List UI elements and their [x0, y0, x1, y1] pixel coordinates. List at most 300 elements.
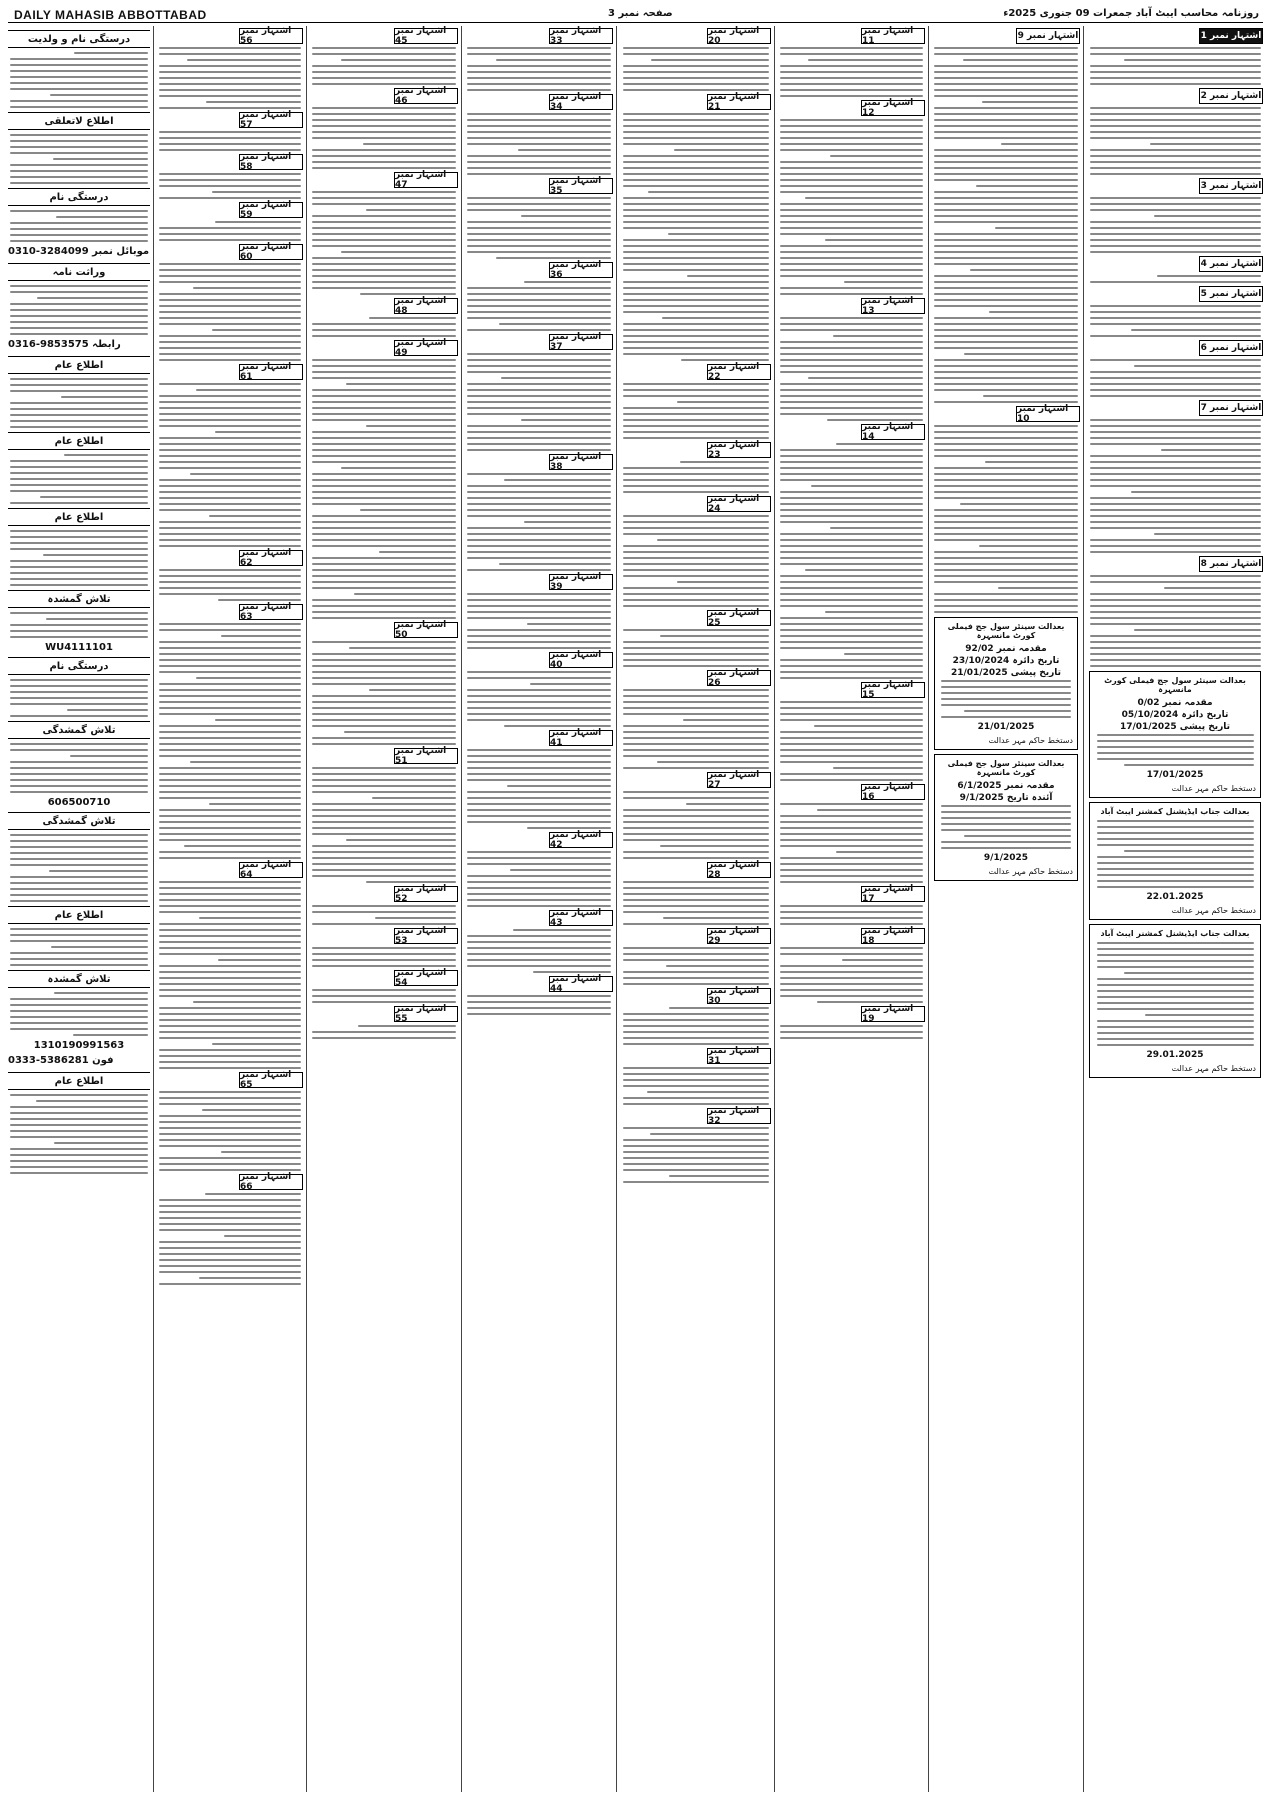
- ad-number: اشتہار نمبر 29: [707, 928, 771, 944]
- text-line: [10, 584, 148, 586]
- ad-heading: [157, 152, 303, 172]
- ad-number: اشتہار نمبر 38: [549, 454, 613, 470]
- text-line: [780, 383, 923, 385]
- ad-number: اشتہار نمبر 41: [549, 730, 613, 746]
- ad-block: [465, 332, 613, 451]
- text-line: [10, 58, 148, 60]
- text-line: [623, 953, 769, 955]
- text-line: [159, 269, 301, 271]
- text-line: [1090, 425, 1261, 427]
- text-line: [312, 1037, 456, 1039]
- text-line: [467, 407, 611, 409]
- text-line: [312, 515, 456, 517]
- text-line: [934, 485, 1078, 487]
- text-line: [970, 269, 1078, 271]
- text-line: [10, 785, 148, 787]
- text-line: [1090, 515, 1261, 517]
- ad-number: اشتہار نمبر 20: [707, 28, 771, 44]
- text-line: [341, 251, 456, 253]
- text-line: [467, 209, 611, 211]
- text-line: [623, 53, 769, 55]
- text-line: [467, 131, 611, 133]
- text-line: [159, 947, 301, 949]
- text-line: [467, 701, 611, 703]
- text-line: [312, 791, 456, 793]
- ad-heading: [620, 362, 771, 382]
- text-line: [1090, 335, 1261, 337]
- text-line: [524, 281, 611, 283]
- text-line: [467, 761, 611, 763]
- text-line: [312, 605, 456, 607]
- text-line: [780, 701, 923, 703]
- text-line: [964, 353, 1078, 355]
- text-line: [312, 911, 456, 913]
- text-line: [37, 297, 148, 299]
- ad-number: اشتہار نمبر 32: [707, 1108, 771, 1124]
- text-line: [780, 911, 923, 913]
- text-line: [623, 485, 769, 487]
- text-line: [623, 1025, 769, 1027]
- text-line: [623, 137, 769, 139]
- text-line: [312, 767, 456, 769]
- ad-heading: [157, 548, 303, 568]
- text-line: [187, 59, 301, 61]
- text-line: [360, 293, 456, 295]
- text-line: [934, 443, 1078, 445]
- text-line: [780, 149, 923, 151]
- text-line: [623, 1043, 769, 1045]
- text-line: [934, 341, 1078, 343]
- ad-heading: [310, 620, 458, 640]
- text-line: [623, 293, 769, 295]
- text-line: [467, 239, 611, 241]
- text-line: [312, 995, 456, 997]
- text-line: [159, 53, 301, 55]
- text-line: [623, 257, 769, 259]
- text-line: [312, 149, 456, 151]
- text-line: [681, 359, 769, 361]
- text-line: [312, 389, 456, 391]
- text-line: [780, 251, 923, 253]
- text-line: [1097, 746, 1254, 748]
- text-line: [1097, 844, 1254, 846]
- text-line: [780, 317, 923, 319]
- text-line: [934, 257, 1078, 259]
- text-line: [467, 503, 611, 505]
- text-line: [159, 233, 301, 235]
- ad-block: [1087, 557, 1263, 667]
- notice-heading: تلاش گمشدہ: [8, 590, 150, 608]
- phone-number: 0310-3284099 موبائل نمبر: [8, 246, 150, 257]
- text-line: [817, 809, 923, 811]
- text-line: [159, 89, 301, 91]
- ad-block: [310, 170, 458, 295]
- text-line: [159, 1205, 301, 1207]
- text-line: [825, 239, 923, 241]
- text-line: [623, 959, 769, 961]
- text-line: [1090, 203, 1261, 205]
- court-notice: [1089, 671, 1261, 798]
- text-line: [312, 107, 456, 109]
- text-line: [1097, 820, 1254, 822]
- text-line: [467, 599, 611, 601]
- text-line: [10, 402, 148, 404]
- text-line: [312, 815, 456, 817]
- ad-block: [620, 770, 771, 859]
- text-line: [934, 221, 1078, 223]
- text-line: [10, 858, 148, 860]
- text-line: [623, 179, 769, 181]
- text-line: [312, 479, 456, 481]
- text-line: [623, 851, 769, 853]
- text-line: [159, 1247, 301, 1249]
- text-line: [159, 461, 301, 463]
- text-line: [934, 167, 1078, 169]
- text-line: [10, 1028, 148, 1030]
- text-line: [814, 725, 923, 727]
- text-line: [780, 647, 923, 649]
- text-line: [159, 809, 301, 811]
- text-line: [467, 473, 611, 475]
- text-line: [10, 1130, 148, 1132]
- text-line: [467, 995, 611, 997]
- text-line: [184, 845, 301, 847]
- text-line: [833, 767, 923, 769]
- text-line: [366, 881, 456, 883]
- text-line: [159, 701, 301, 703]
- text-line: [10, 1148, 148, 1150]
- text-line: [159, 545, 301, 547]
- text-line: [623, 47, 769, 49]
- ad-block: [157, 548, 303, 601]
- text-line: [10, 940, 148, 942]
- text-line: [10, 964, 148, 966]
- text-line: [1097, 832, 1254, 834]
- text-line: [934, 275, 1078, 277]
- text-line: [934, 509, 1078, 511]
- text-line: [1090, 47, 1261, 49]
- ad-heading: [157, 860, 303, 880]
- text-line: [623, 821, 769, 823]
- text-line: [780, 617, 923, 619]
- text-line: [209, 803, 301, 805]
- ad-number: اشتہار نمبر 6: [1199, 340, 1263, 356]
- court-signature: دستخط حاکم مہر عدالت: [1171, 1064, 1256, 1073]
- text-line: [159, 353, 301, 355]
- text-line: [312, 335, 456, 337]
- text-line: [467, 533, 611, 535]
- text-line: [10, 876, 148, 878]
- text-line: [780, 833, 923, 835]
- court-title: بعدالت سینئر سول جج فیملی کورٹ مانسہرہ: [1104, 676, 1246, 694]
- text-line: [467, 167, 611, 169]
- ad-block: [1087, 341, 1263, 397]
- text-line: [366, 209, 456, 211]
- text-line: [467, 221, 611, 223]
- ad-heading: [465, 908, 613, 928]
- column-divider: [1083, 26, 1084, 1792]
- text-line: [934, 107, 1078, 109]
- text-line: [623, 545, 769, 547]
- ad-number: اشتہار نمبر 48: [394, 298, 458, 314]
- text-line: [780, 923, 923, 925]
- text-line: [780, 245, 923, 247]
- text-line: [67, 709, 148, 711]
- ad-block: [620, 926, 771, 985]
- text-line: [159, 299, 301, 301]
- text-line: [467, 113, 611, 115]
- text-line: [159, 779, 301, 781]
- ad-heading: [1087, 29, 1263, 43]
- ad-block: [310, 884, 458, 925]
- ad-heading: [157, 362, 303, 382]
- text-line: [159, 923, 301, 925]
- text-line: [827, 419, 923, 421]
- text-line: [10, 934, 148, 936]
- text-line: [312, 125, 456, 127]
- text-line: [53, 158, 148, 160]
- text-line: [1134, 629, 1261, 631]
- text-line: [817, 1001, 923, 1003]
- text-line: [199, 917, 301, 919]
- text-line: [159, 1241, 301, 1243]
- text-line: [467, 821, 611, 823]
- text-line: [159, 281, 301, 283]
- text-line: [224, 1235, 301, 1237]
- text-line: [346, 383, 456, 385]
- text-line: [467, 863, 611, 865]
- text-line: [159, 1253, 301, 1255]
- ad-heading: [1087, 179, 1263, 193]
- hearing-date: 17/01/2025: [1146, 770, 1204, 780]
- text-line: [623, 1037, 769, 1039]
- column-4: [620, 26, 771, 1792]
- text-line: [1131, 491, 1261, 493]
- text-line: [780, 473, 923, 475]
- ad-number: اشتہار نمبر 43: [549, 910, 613, 926]
- text-line: [46, 618, 148, 620]
- ad-block: [1087, 179, 1263, 253]
- text-line: [312, 713, 456, 715]
- text-line: [159, 941, 301, 943]
- text-line: [976, 185, 1078, 187]
- text-line: [159, 1139, 301, 1141]
- text-line: [159, 671, 301, 673]
- text-line: [623, 125, 769, 127]
- text-line: [780, 185, 923, 187]
- text-line: [312, 497, 456, 499]
- text-line: [10, 1154, 148, 1156]
- text-line: [159, 107, 301, 109]
- text-line: [10, 164, 148, 166]
- text-line: [159, 341, 301, 343]
- text-line: [780, 881, 923, 883]
- text-line: [10, 408, 148, 410]
- text-line: [780, 53, 923, 55]
- ad-number: اشتہار نمبر 42: [549, 832, 613, 848]
- text-line: [159, 1271, 301, 1273]
- text-line: [159, 935, 301, 937]
- text-line: [934, 569, 1078, 571]
- court-date: 21/01/2025 تاریخ پیشی: [950, 668, 1062, 678]
- text-line: [159, 95, 301, 97]
- text-line: [159, 491, 301, 493]
- text-line: [1090, 311, 1261, 313]
- text-line: [623, 701, 769, 703]
- text-line: [674, 149, 769, 151]
- ad-heading: [620, 494, 771, 514]
- text-line: [159, 569, 301, 571]
- text-line: [1090, 395, 1261, 397]
- text-line: [934, 605, 1078, 607]
- text-line: [10, 715, 148, 717]
- text-line: [312, 281, 456, 283]
- text-line: [159, 743, 301, 745]
- text-line: [467, 1013, 611, 1015]
- ad-number: اشتہار نمبر 40: [549, 652, 613, 668]
- text-line: [1090, 323, 1261, 325]
- text-line: [934, 89, 1078, 91]
- text-line: [312, 245, 456, 247]
- text-line: [467, 803, 611, 805]
- text-line: [780, 827, 923, 829]
- text-line: [159, 149, 301, 151]
- text-line: [10, 779, 148, 781]
- text-line: [159, 1031, 301, 1033]
- text-line: [623, 695, 769, 697]
- text-line: [780, 557, 923, 559]
- ad-number: اشتہار نمبر 12: [861, 100, 925, 116]
- text-line: [10, 685, 148, 687]
- ad-block: [932, 29, 1080, 403]
- text-line: [941, 716, 1071, 718]
- ad-block: [465, 830, 613, 907]
- text-line: [780, 719, 923, 721]
- court-date: 23/10/2024 تاریخ دائرہ: [952, 656, 1060, 666]
- text-line: [780, 479, 923, 481]
- court-date: مقدمہ نمبر 92/02: [965, 644, 1047, 654]
- text-line: [623, 1097, 769, 1099]
- text-line: [159, 317, 301, 319]
- text-line: [780, 467, 923, 469]
- text-line: [10, 1166, 148, 1168]
- text-line: [780, 347, 923, 349]
- text-line: [467, 647, 611, 649]
- text-line: [780, 839, 923, 841]
- text-line: [934, 281, 1078, 283]
- text-line: [467, 143, 611, 145]
- text-line: [159, 1265, 301, 1267]
- text-line: [623, 707, 769, 709]
- text-line: [780, 917, 923, 919]
- text-line: [934, 551, 1078, 553]
- text-line: [10, 958, 148, 960]
- text-line: [215, 221, 301, 223]
- text-line: [159, 1283, 301, 1285]
- text-line: [680, 461, 769, 463]
- text-line: [780, 329, 923, 331]
- text-line: [1097, 734, 1254, 736]
- ad-heading: [157, 26, 303, 46]
- text-line: [941, 817, 1071, 819]
- ad-heading: [778, 98, 925, 118]
- text-line: [780, 821, 923, 823]
- text-line: [1090, 137, 1261, 139]
- text-line: [312, 875, 456, 877]
- text-line: [1097, 990, 1254, 992]
- text-line: [312, 275, 456, 277]
- ad-heading: [465, 452, 613, 472]
- ad-heading: [465, 650, 613, 670]
- text-line: [312, 617, 456, 619]
- text-line: [467, 893, 611, 895]
- text-line: [467, 617, 611, 619]
- ad-heading: [465, 260, 613, 280]
- text-line: [312, 869, 456, 871]
- text-line: [1090, 575, 1261, 577]
- text-line: [1097, 978, 1254, 980]
- text-line: [159, 1115, 301, 1117]
- text-line: [518, 149, 611, 151]
- text-line: [159, 653, 301, 655]
- text-line: [467, 707, 611, 709]
- text-line: [10, 106, 148, 108]
- ad-number: اشتہار نمبر 9: [1016, 28, 1080, 44]
- ad-heading: [1087, 557, 1263, 571]
- text-line: [1090, 383, 1261, 385]
- text-line: [10, 170, 148, 172]
- text-line: [467, 431, 611, 433]
- text-line: [467, 641, 611, 643]
- court-title: بعدالت جناب ایڈیشنل کمشنر ایبٹ آباد: [1100, 807, 1250, 816]
- text-line: [1090, 527, 1261, 529]
- text-line: [467, 233, 611, 235]
- text-line: [780, 125, 923, 127]
- text-line: [312, 65, 456, 67]
- text-line: [159, 1199, 301, 1201]
- text-line: [1097, 856, 1254, 858]
- text-line: [623, 641, 769, 643]
- text-line: [10, 414, 148, 416]
- text-line: [467, 635, 611, 637]
- text-line: [10, 1106, 148, 1108]
- text-line: [513, 929, 611, 931]
- ad-block: [157, 110, 303, 151]
- text-line: [159, 713, 301, 715]
- text-line: [1090, 641, 1261, 643]
- text-line: [467, 197, 611, 199]
- text-line: [623, 245, 769, 247]
- text-line: [623, 977, 769, 979]
- text-line: [467, 365, 611, 367]
- ad-number: اشتہار نمبر 37: [549, 334, 613, 350]
- text-line: [623, 1145, 769, 1147]
- ad-block: [465, 260, 613, 331]
- ad-number: اشتہار نمبر 22: [707, 364, 771, 380]
- text-line: [1090, 419, 1261, 421]
- text-line: [780, 755, 923, 757]
- text-line: [467, 437, 611, 439]
- text-line: [1090, 77, 1261, 79]
- text-line: [780, 749, 923, 751]
- text-line: [623, 353, 769, 355]
- text-line: [623, 575, 769, 577]
- text-line: [467, 551, 611, 553]
- text-line: [934, 473, 1078, 475]
- text-line: [623, 653, 769, 655]
- ad-number: اشتہار نمبر 65: [239, 1072, 303, 1088]
- text-line: [623, 251, 769, 253]
